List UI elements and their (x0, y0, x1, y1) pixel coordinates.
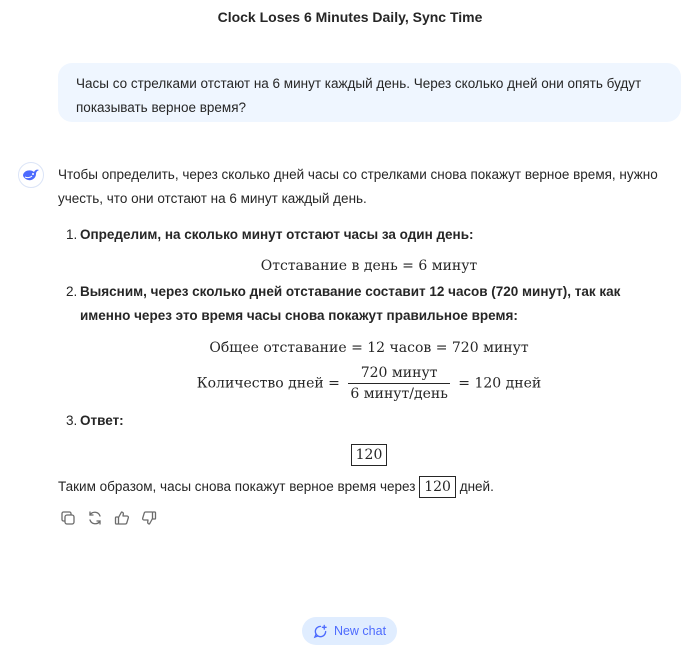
fraction-denominator: 6 минут/день (350, 386, 448, 402)
regenerate-icon[interactable] (85, 508, 104, 527)
copy-icon[interactable] (58, 508, 77, 527)
formula-days-lhs: Количество дней = (196, 375, 340, 392)
fraction (348, 364, 449, 403)
fraction-numerator: 720 минут (348, 364, 449, 384)
conclusion-text: Таким образом, часы снова покажут верное время через (58, 479, 416, 494)
new-chat-button[interactable] (302, 617, 397, 645)
formula-daily-lag: Отставание в день = 6 минут (260, 258, 478, 274)
deepseek-whale-icon (18, 162, 44, 188)
step-2 (58, 280, 658, 403)
answer-box-row (80, 443, 658, 467)
page-title: Clock Loses 6 Minutes Daily, Sync Time (217, 9, 483, 25)
step-heading: Определим, на сколько минут отстают часы за один день: (80, 227, 474, 242)
message-actions (58, 508, 158, 527)
formula-total-lag: Общее отставание = 12 часов = 720 минут (209, 340, 529, 356)
conclusion-suffix: дней. (459, 479, 494, 494)
answer-intro: Чтобы определить, через сколько дней часы со стрелками снова покажут верное время, нужно учесть, что они отстают на 6 минут каждый день. (58, 167, 658, 206)
user-message-text: Часы со стрелками отстают на 6 минут каждый день. Через сколько дней они опять будут показывать верное время? (76, 76, 642, 115)
assistant-message (58, 163, 658, 499)
step-heading: Ответ: (80, 413, 124, 428)
step-number: 1. (66, 227, 78, 242)
step-number: 2. (66, 284, 78, 299)
step-3 (58, 409, 658, 467)
formula-days (80, 364, 658, 403)
step-heading: Выясним, через сколько дней отставание составит 12 часов (720 минут), так как именно через это время часы снова покажут правильное время: (80, 284, 621, 323)
step-number: 3. (66, 413, 78, 428)
new-chat-label: New chat (333, 624, 387, 638)
conclusion-box: 120 (419, 476, 456, 498)
thumbs-up-icon[interactable] (112, 508, 131, 527)
answer-conclusion (58, 475, 658, 499)
steps-list (58, 223, 658, 467)
step-1 (58, 223, 658, 276)
new-chat-icon (313, 624, 328, 639)
thumbs-down-icon[interactable] (139, 508, 158, 527)
answer-box: 120 (351, 444, 388, 466)
formula-days-rhs: = 120 дней (458, 375, 542, 392)
user-message (58, 63, 681, 122)
